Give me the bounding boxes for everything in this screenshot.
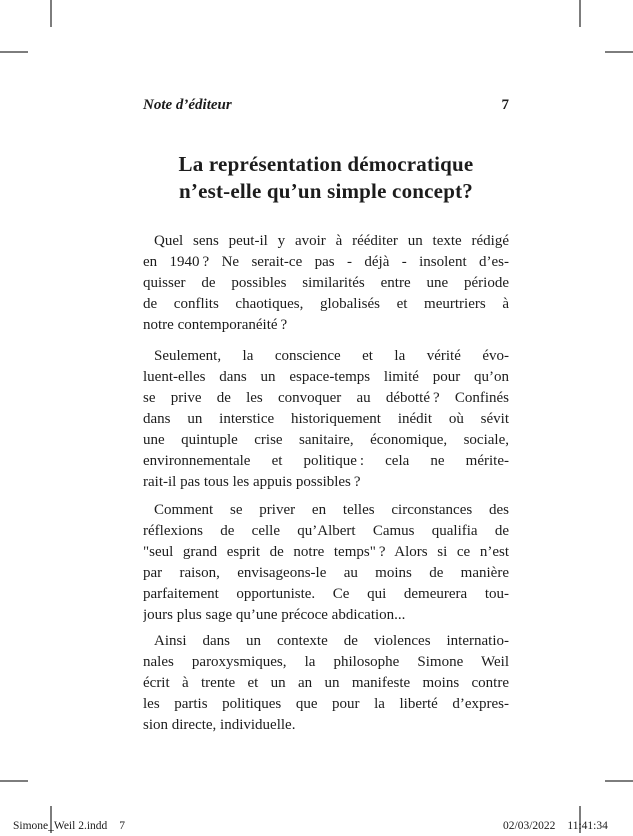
text-line: par raison, envisageons-le au moins de manière — [143, 565, 509, 581]
crop-mark-top-left-vertical — [50, 0, 52, 27]
text-line: parfaitement opportuniste. Ce qui demeurera tou- — [143, 586, 509, 602]
text-line: les partis politiques que pour la liberté d’expres- — [143, 696, 509, 712]
title-line: La représentation démocratique — [178, 152, 474, 176]
body-paragraph — [143, 231, 509, 336]
crop-mark-top-right-horizontal — [605, 51, 633, 53]
text-line: en 1940 ? Ne serait-ce pas - déjà - insolent d’es- — [143, 254, 509, 270]
text-line: écrit à trente et un an un manifeste moins contre — [143, 675, 509, 691]
title-line: n’est-elle qu’un simple concept? — [179, 179, 473, 203]
text-line: Seulement, la conscience et la vérité évo- — [154, 348, 509, 364]
slug-page-number: 7 — [119, 820, 126, 832]
body-paragraph — [143, 631, 509, 736]
text-block — [143, 97, 509, 757]
crop-mark-bottom-left-horizontal — [0, 780, 28, 782]
text-line: dans un interstice historiquement inédit où sévit — [143, 411, 509, 427]
text-line: Comment se priver en telles circonstances des — [154, 502, 509, 518]
body-paragraph — [143, 346, 509, 493]
text-line: sion directe, individuelle. — [143, 717, 296, 733]
slug-file-name: Simone_Weil 2.indd — [13, 820, 108, 832]
text-line: notre contemporanéité ? — [143, 317, 288, 333]
text-line: une quintuple crise sanitaire, économique, sociale, — [143, 432, 509, 448]
text-line: jours plus sage qu’une précoce abdication... — [143, 607, 406, 623]
text-line: "seul grand esprit de notre temps" ? Alors si ce n’est — [143, 544, 509, 560]
text-line: se prive de les convoquer au débotté ? Confinés — [143, 390, 509, 406]
text-line: Ainsi dans un contexte de violences internatio- — [154, 633, 509, 649]
text-line: environnementale et politique : cela ne mérite- — [143, 453, 509, 469]
slug-filename — [13, 820, 125, 833]
chapter-title — [143, 151, 509, 205]
crop-mark-top-left-horizontal — [0, 51, 28, 53]
text-line: Quel sens peut-il y avoir à rééditer un texte rédigé — [154, 233, 509, 249]
crop-mark-bottom-right-horizontal — [605, 780, 633, 782]
text-line: luent-elles dans un espace-temps limité pour qu’on — [143, 369, 509, 385]
slug-datetime — [503, 820, 608, 833]
slug-date: 02/03/2022 — [503, 820, 556, 832]
body-paragraph — [143, 500, 509, 626]
text-line: rait-il pas tous les appuis possibles ? — [143, 474, 361, 490]
text-line: quisser de possibles similarités entre une période — [143, 275, 509, 291]
running-header — [143, 97, 509, 113]
text-line: de conflits chaotiques, globalisés et meurtriers à — [143, 296, 509, 312]
section-title: Note d’éditeur — [143, 97, 232, 113]
crop-mark-top-right-vertical — [579, 0, 581, 27]
page-number: 7 — [501, 97, 509, 113]
slug-time: 11:41:34 — [567, 820, 608, 832]
text-line: nales paroxysmiques, la philosophe Simone Weil — [143, 654, 509, 670]
text-line: réflexions de celle qu’Albert Camus qualifia de — [143, 523, 509, 539]
